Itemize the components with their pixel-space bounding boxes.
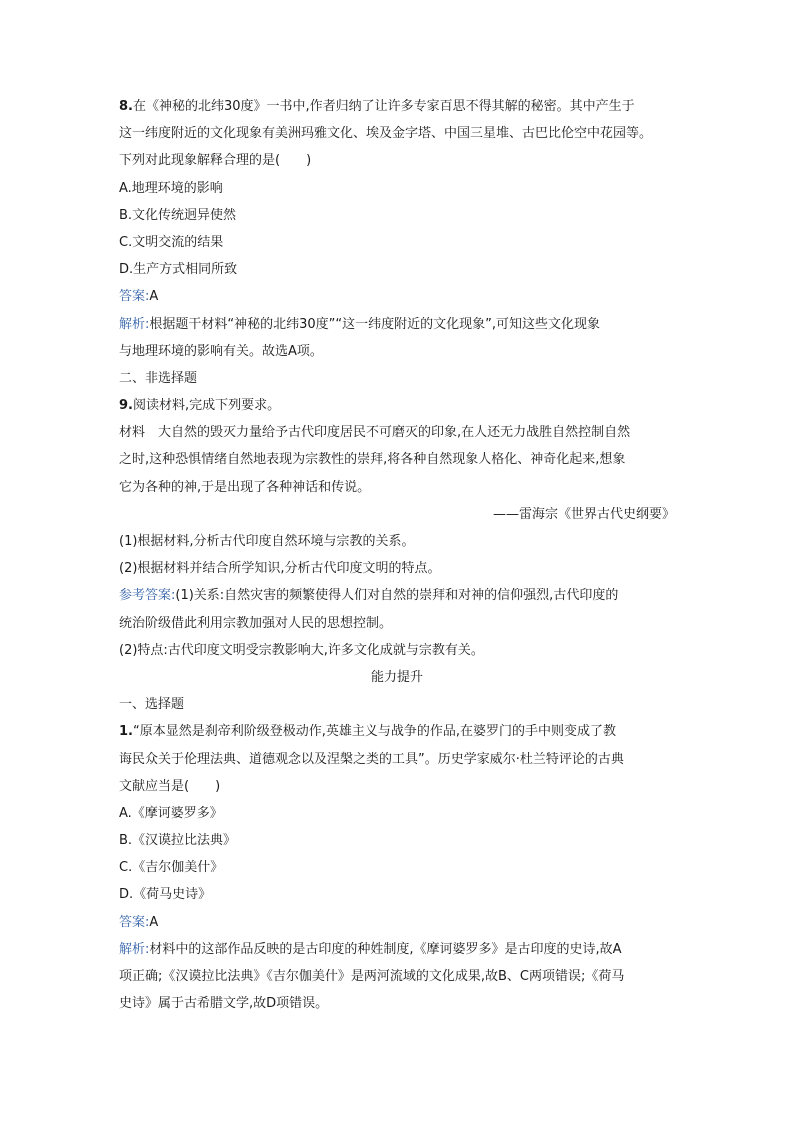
q9-material-3: 它为各种的神,于是出现了各种神话和传说。 xyxy=(119,479,371,495)
q9-number: 9. xyxy=(119,398,133,414)
q1-analysis-3: 史诗》属于古希腊文学,故D项错误。 xyxy=(119,996,329,1012)
q9-sub-question-2: (2)根据材料并结合所学知识,分析古代印度文明的特点。 xyxy=(119,561,441,577)
q1-option-a: A.《摩诃婆罗多》 xyxy=(119,805,223,821)
q9-reference-text-1: (1)关系:自然灾害的频繁使得人们对自然的崇拜和对神的信仰强烈,古代印度的 xyxy=(175,588,619,604)
q8-option-d: D.生产方式相同所致 xyxy=(119,262,238,278)
q8-option-b: B.文化传统迥异使然 xyxy=(119,207,237,223)
q1-answer-label: 答案: xyxy=(119,914,150,930)
q1-stem-1: “原本显然是刹帝利阶级登极动作,英雄主义与战争的作品,在婆罗门的手中则变成了教 xyxy=(132,724,616,740)
q9-reference-label: 参考答案: xyxy=(119,588,176,604)
q8-option-c: C.文明交流的结果 xyxy=(119,234,224,250)
q9-sub-question-1: (1)根据材料,分析古代印度自然环境与宗教的关系。 xyxy=(119,534,415,549)
q9-source: ——雷海宗《世界古代史纲要》 xyxy=(492,506,675,522)
q1-analysis-1 xyxy=(119,936,675,963)
q8-analysis-text-1: 根据题干材料“神秘的北纬30度”“这一纬度附近的文化现象”,可知这些文化现象 xyxy=(149,316,601,332)
section-heading-choice: 一、选择题 xyxy=(119,697,185,713)
q8-answer xyxy=(119,283,675,310)
q8-number: 8. xyxy=(119,99,133,114)
q1-option-c: C.《吉尔伽美什》 xyxy=(119,860,224,876)
q9-reference-3: (2)特点:古代印度文明受宗教影响大,许多文化成就与宗教有关。 xyxy=(119,642,484,658)
q8-stem-3: 下列对此现象解释合理的是( ) xyxy=(119,153,312,169)
q1-option-b: B.《汉谟拉比法典》 xyxy=(119,833,237,849)
q9-reference-1 xyxy=(119,582,675,609)
q9-material-1: 材料 大自然的毁灭力量给予古代印度居民不可磨灭的印象,在人还无力战胜自然控制自然 xyxy=(119,425,631,441)
q1-stem-2: 诲民众关于伦理法典、道德观念以及涅槃之类的工具”。历史学家威尔·杜兰特评论的古典 xyxy=(119,751,624,767)
q1-option-d: D.《荷马史诗》 xyxy=(119,887,212,903)
q8-analysis-1 xyxy=(119,311,675,338)
section-heading-non-choice: 二、非选择题 xyxy=(119,370,198,386)
q8-line-1 xyxy=(119,93,675,120)
q8-answer-label: 答案: xyxy=(119,289,150,305)
q9-prompt-text: 阅读材料,完成下列要求。 xyxy=(132,398,281,414)
q1-line-1 xyxy=(119,718,675,745)
content-area xyxy=(119,93,675,1017)
q1-answer-value: A xyxy=(149,914,159,930)
q8-stem-2: 这一纬度附近的文化现象有美洲玛雅文化、埃及金字塔、中国三星堆、古巴比伦空中花园等。 xyxy=(119,126,653,142)
q8-stem-1: 在《神秘的北纬30度》一书中,作者归纳了让许多专家百思不得其解的秘密。其中产生于 xyxy=(132,99,635,114)
ability-heading: 能力提升 xyxy=(370,669,423,685)
q9-material-2: 之时,这种恐惧情绪自然地表现为宗教性的崇拜,将各种自然现象人格化、神奇化起来,想象 xyxy=(119,452,626,468)
q1-analysis-text-1: 材料中的这部作品反映的是古印度的种姓制度,《摩诃婆罗多》是古印度的史诗,故A xyxy=(149,941,622,957)
q1-answer xyxy=(119,909,675,936)
q8-option-a: A.地理环境的影响 xyxy=(119,180,223,196)
q8-analysis-label: 解析: xyxy=(119,316,150,332)
q1-number: 1. xyxy=(119,724,133,740)
q8-answer-value: A xyxy=(149,289,159,305)
q1-analysis-label: 解析: xyxy=(119,941,150,957)
q1-analysis-2: 项正确;《汉谟拉比法典》《吉尔伽美什》是两河流域的文化成果,故B、C两项错误;《荷马 xyxy=(119,969,625,984)
q9-prompt xyxy=(119,392,675,419)
q1-stem-3: 文献应当是( ) xyxy=(119,778,221,794)
q8-analysis-2: 与地理环境的影响有关。故选A项。 xyxy=(119,343,323,359)
q9-reference-2: 统治阶级借此利用宗教加强对人民的思想控制。 xyxy=(119,615,393,631)
